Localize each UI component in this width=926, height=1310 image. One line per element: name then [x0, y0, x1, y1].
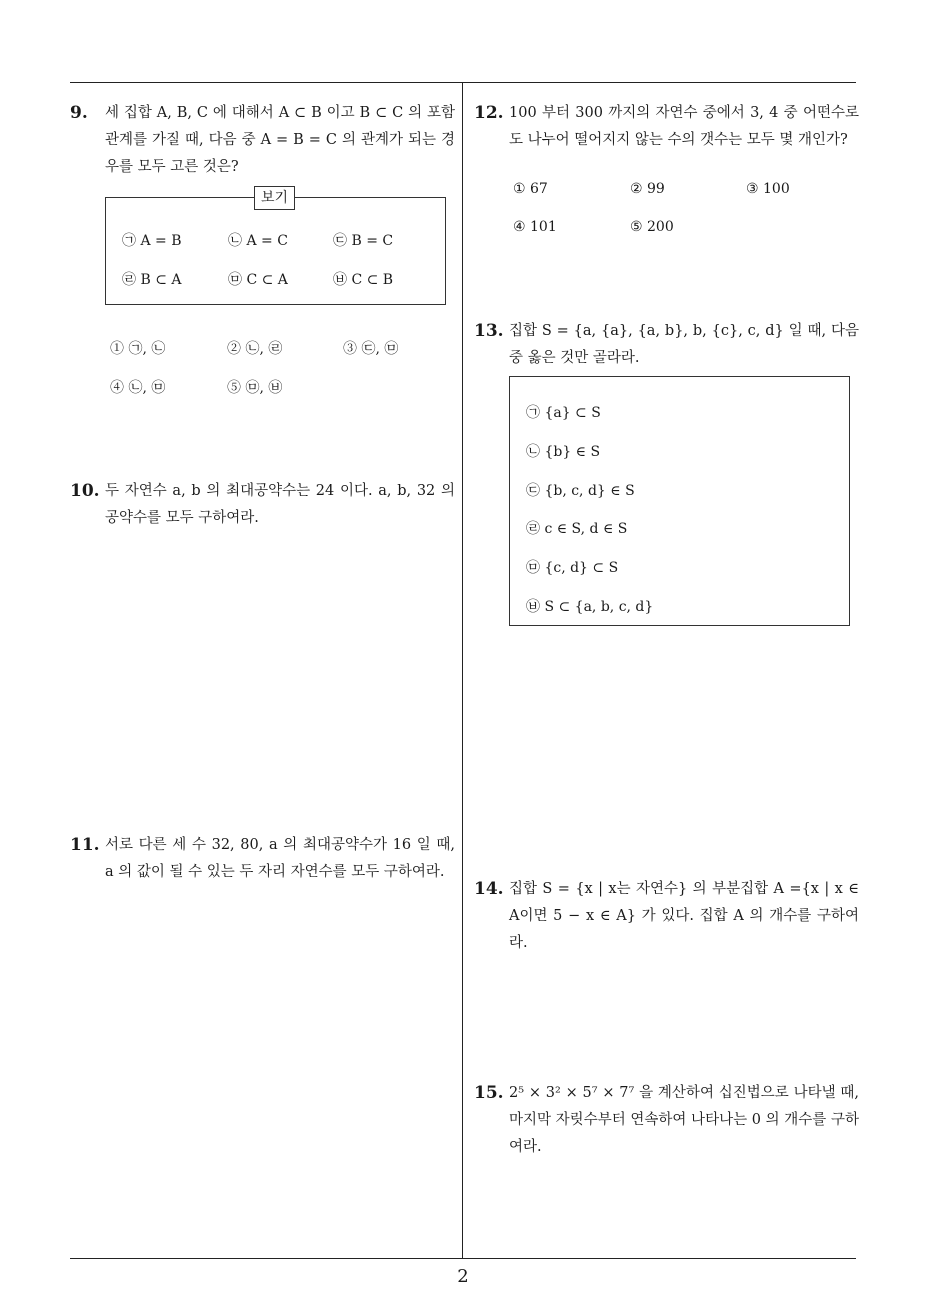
- question-15: [474, 1080, 859, 1161]
- choice-5[interactable]: ⑤ 200: [630, 219, 674, 235]
- question-number: 11.: [70, 835, 100, 855]
- question-12: [474, 100, 859, 154]
- question-number: 14.: [474, 879, 504, 899]
- question-9: [70, 100, 455, 181]
- page-number: 2: [457, 1266, 469, 1287]
- question-number: 9.: [70, 103, 88, 123]
- question-text: 100 부터 300 까지의 자연수 중에서 3, 4 중 어떤수로도 나누어 떨어지지 않는 수의 갯수는 모두 몇 개인가?: [509, 105, 859, 148]
- question-number: 15.: [474, 1083, 504, 1103]
- question-number: 10.: [70, 481, 100, 501]
- choice-3[interactable]: ③ ㉢, ㉤: [343, 341, 399, 357]
- question-text: 서로 다른 세 수 32, 80, a 의 최대공약수가 16 일 때, a 의 값이 될 수 있는 두 자리 자연수를 모두 구하여라.: [105, 837, 455, 880]
- statement: ㉠ {a} ⊂ S: [526, 405, 601, 421]
- top-rule: [70, 82, 856, 83]
- statement: ㉢ {b, c, d} ∈ S: [526, 483, 635, 499]
- question-text: 세 집합 A, B, C 에 대해서 A ⊂ B 이고 B ⊂ C 의 포함 관계를 가질 때, 다음 중 A = B = C 의 관계가 되는 경우를 모두 고른 것은?: [105, 105, 455, 175]
- choice-3[interactable]: ③ 100: [746, 181, 790, 197]
- bogi-title: 보기: [254, 186, 295, 210]
- column-divider: [462, 83, 463, 1259]
- statement: ㉥ S ⊂ {a, b, c, d}: [526, 599, 654, 615]
- bogi-item: ㉡ A = C: [228, 233, 288, 249]
- question-13: [474, 318, 859, 372]
- statement: ㉤ {c, d} ⊂ S: [526, 560, 619, 576]
- bogi-item: ㉣ B ⊂ A: [122, 272, 182, 288]
- question-text: 집합 S = {a, {a}, {a, b}, b, {c}, c, d} 일 때, 다음 중 옳은 것만 골라라.: [509, 323, 859, 366]
- choice-1[interactable]: ① ㉠, ㉡: [110, 341, 166, 357]
- question-text: 집합 S = {x | x는 자연수} 의 부분집합 A ={x | x ∈ A이면 5 − x ∈ A} 가 있다. 집합 A 의 개수를 구하여라.: [509, 881, 859, 951]
- question-number: 12.: [474, 103, 504, 123]
- bottom-rule: [70, 1258, 856, 1259]
- question-text: 두 자연수 a, b 의 최대공약수는 24 이다. a, b, 32 의 공약수를 모두 구하여라.: [105, 483, 455, 526]
- bogi-item: ㉥ C ⊂ B: [333, 272, 394, 288]
- choice-2[interactable]: ② 99: [630, 181, 665, 197]
- question-14: [474, 876, 859, 957]
- statement: ㉡ {b} ∈ S: [526, 444, 601, 460]
- bogi-item: ㉢ B = C: [333, 233, 394, 249]
- statement: ㉣ c ∈ S, d ∈ S: [526, 521, 628, 537]
- choice-4[interactable]: ④ 101: [513, 219, 557, 235]
- question-number: 13.: [474, 321, 504, 341]
- choice-5[interactable]: ⑤ ㉤, ㉥: [227, 380, 283, 396]
- bogi-item: ㉤ C ⊂ A: [228, 272, 288, 288]
- choice-2[interactable]: ② ㉡, ㉣: [227, 341, 283, 357]
- choice-1[interactable]: ① 67: [513, 181, 548, 197]
- question-11: [70, 832, 455, 886]
- bogi-item: ㉠ A = B: [122, 233, 182, 249]
- choice-4[interactable]: ④ ㉡, ㉤: [110, 380, 166, 396]
- question-text: 2⁵ × 3² × 5⁷ × 7⁷ 을 계산하여 십진법으로 나타낼 때, 마지막 자릿수부터 연속하여 나타나는 0 의 개수를 구하여라.: [509, 1085, 859, 1155]
- question-10: [70, 478, 455, 532]
